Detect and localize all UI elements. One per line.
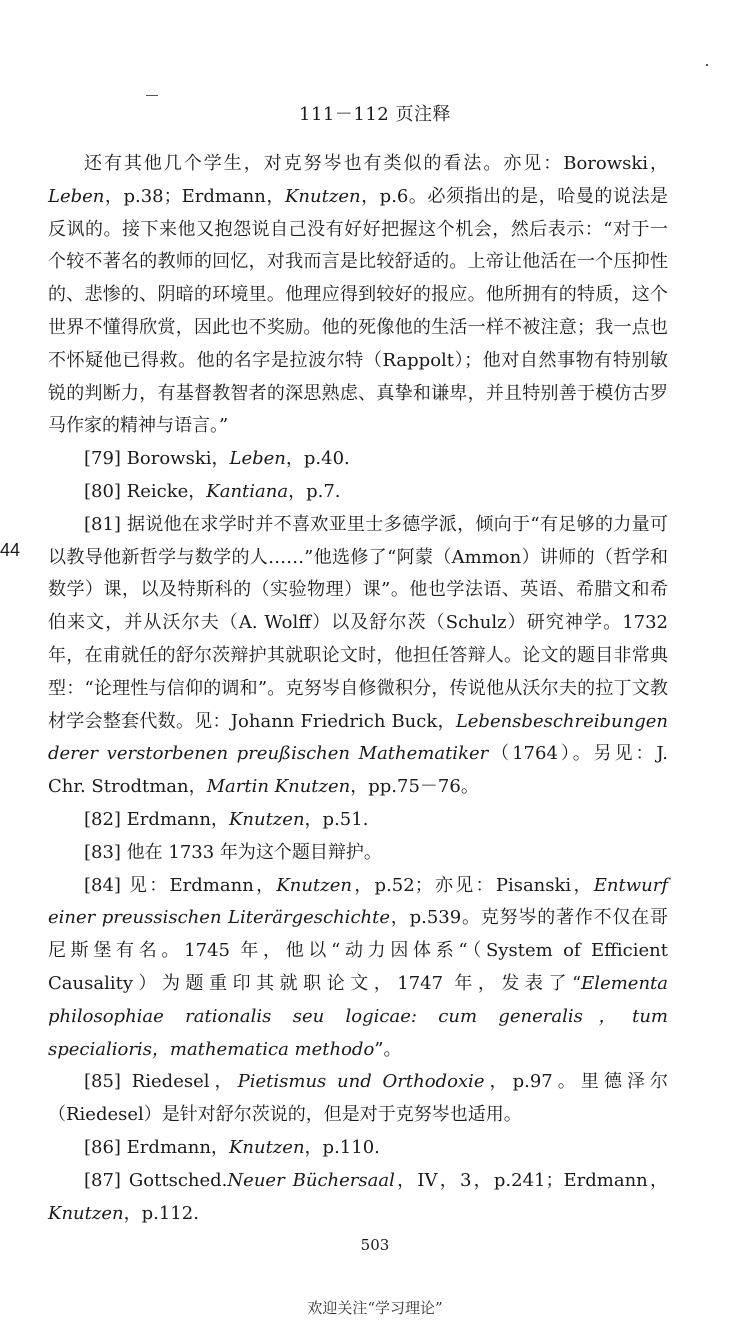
note-79 bbox=[48, 443, 668, 476]
margin-page-marker: 44 bbox=[0, 540, 21, 560]
citation-title: Leben bbox=[229, 448, 286, 470]
note-text: [87] Gottsched. bbox=[84, 1169, 228, 1191]
citation-title: Pietismus und Orthodoxie bbox=[237, 1071, 485, 1093]
continued-note bbox=[48, 148, 668, 443]
scan-speck bbox=[146, 95, 158, 96]
note-83 bbox=[48, 837, 668, 870]
note-text: ，p.51. bbox=[304, 808, 369, 830]
note-text: ，p.97。里德泽尔（Riedesel）是针对舒尔茨说的，但是对于克努岑也适用。 bbox=[48, 1071, 668, 1126]
notes-body bbox=[48, 148, 668, 1230]
note-text: ，p.110. bbox=[304, 1136, 380, 1158]
citation-title: Knutzen bbox=[276, 874, 352, 896]
citation-title: Kantiana bbox=[206, 480, 289, 502]
note-text: ，p.112. bbox=[123, 1202, 199, 1224]
note-text: [83] 他在 1733 年为这个题目辩护。 bbox=[84, 841, 382, 863]
citation-title: Entwurf einer preussischen Literärgeschichte bbox=[48, 874, 668, 929]
note-85 bbox=[48, 1066, 668, 1132]
citation-title: Elementa philosophiae rationalis seu logicae: cum generalis，tum specialioris，mathematica methodo bbox=[48, 972, 668, 1060]
note-text: [79] Borowski， bbox=[84, 448, 230, 470]
page-number: 503 bbox=[360, 1236, 390, 1254]
note-81 bbox=[48, 509, 668, 804]
note-text: 还有其他几个学生，对克努岑也有类似的看法。亦见：Borowski， bbox=[84, 153, 668, 174]
note-text: [81] 据说他在求学时并不喜欢亚里士多德学派，倾向于“有足够的力量可以教导他新哲学与数学的人……”他选修了“阿蒙（Ammon）讲师的（哲学和数学）课，以及特斯科的（实验物理）课”。他也学法语、英语、希腊文和希伯来文，并从沃尔夫（A. Wolff）以及舒尔茨（Schulz）研究神学。1732 年，在甫就任的舒尔茨辩护其就职论文时，他担任答辩人。论文的题目非常典型：“论理性与信仰的调和”。克努岑自修微积分，传说他从沃尔夫的拉丁文教材学会整套代数。见：Johann Friedrich Buck， bbox=[48, 513, 668, 732]
note-87 bbox=[48, 1165, 668, 1231]
citation-title: Neuer Büchersaal bbox=[227, 1169, 395, 1191]
note-text: [80] Reicke， bbox=[84, 480, 207, 502]
scan-speck bbox=[706, 64, 708, 66]
note-text: ，pp.75－76。 bbox=[350, 776, 479, 798]
citation-title: Martin Knutzen bbox=[206, 776, 351, 798]
citation-title: Knutzen bbox=[228, 1136, 305, 1158]
citation-title: Leben bbox=[48, 185, 105, 207]
note-text: ，p.539。克努岑的著作不仅在哥尼斯堡有名。1745 年，他以“动力因体系“（System of Efficient Causality）为题重印其就职论文，1747 年，发表了“ bbox=[48, 907, 668, 994]
note-text: ”。 bbox=[374, 1038, 402, 1060]
note-text: [86] Erdmann， bbox=[84, 1136, 229, 1158]
note-86 bbox=[48, 1132, 668, 1165]
citation-title: Knutzen bbox=[228, 808, 305, 830]
note-text: ，IV，3，p.241；Erdmann， bbox=[394, 1169, 668, 1191]
note-text: ，p.6。必须指出的是，哈曼的说法是反讽的。接下来他又抱怨说自己没有好好把握这个机会，然后表示：“对于一个较不著名的教师的回忆，对我而言是比较舒适的。上帝让他活在一个压抑性的、悲惨的、阴暗的环境里。他理应得到较好的报应。他所拥有的特质，这个世界不懂得欣赏，因此也不奖励。他的死像他的生活一样不被注意；我一点也不怀疑他已得救。他的名字是拉波尔特（Rappolt）；他对自然事物有特别敏锐的判断力，有基督教智者的深思熟虑、真挚和谦卑，并且特别善于模仿古罗马作家的精神与语言。” bbox=[48, 185, 668, 437]
footer-watermark: 欢迎关注“学习理论” bbox=[307, 1299, 443, 1317]
note-text: ，p.7. bbox=[288, 480, 341, 502]
note-84 bbox=[48, 870, 668, 1067]
note-text: [82] Erdmann， bbox=[84, 808, 229, 830]
page-title: 111－112 页注释 bbox=[299, 104, 451, 125]
note-text: [85] Riedesel， bbox=[84, 1071, 238, 1093]
note-80 bbox=[48, 476, 668, 509]
citation-title: Knutzen bbox=[284, 185, 361, 207]
note-text: ，p.38；Erdmann， bbox=[104, 185, 285, 207]
note-text: （1764）。另见：J. Chr. Strodtman， bbox=[48, 743, 668, 798]
citation-title: Lebensbeschreibungen derer verstorbenen preußischen Mathematiker bbox=[48, 710, 668, 765]
note-text: ，p.40. bbox=[285, 448, 350, 470]
citation-title: Knutzen bbox=[48, 1202, 124, 1224]
note-text: [84] 见：Erdmann， bbox=[84, 874, 277, 896]
note-text: ，p.52；亦见：Pisanski， bbox=[351, 874, 594, 896]
note-82 bbox=[48, 804, 668, 837]
